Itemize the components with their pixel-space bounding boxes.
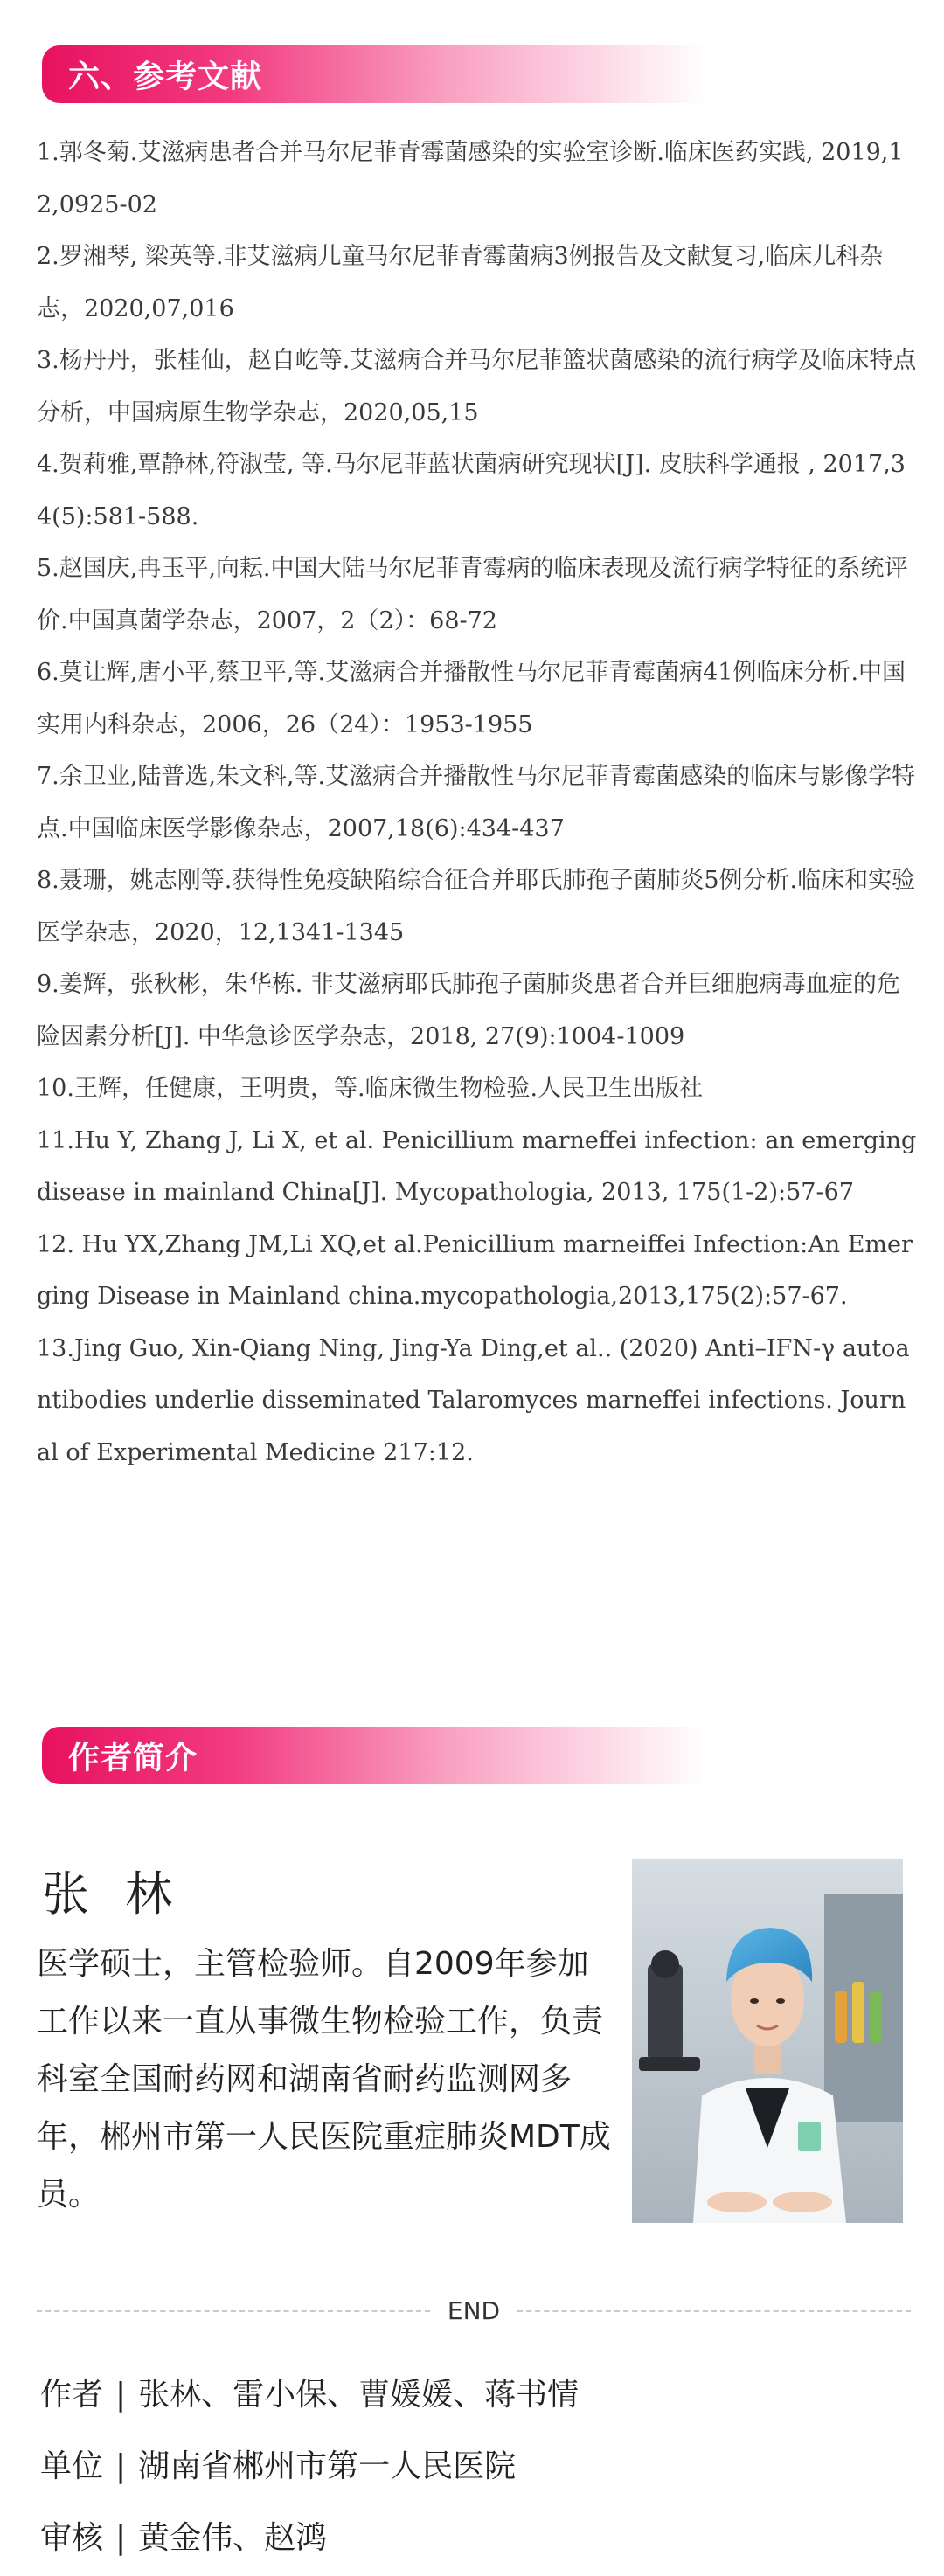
credit-unit-value: 湖南省郴州市第一人民医院 [138, 2448, 517, 2484]
credit-author-value: 张林、雷小保、曹媛媛、蒋书情 [138, 2377, 580, 2413]
end-divider-line-right [517, 2310, 911, 2312]
author-portrait-image [632, 1859, 903, 2223]
reference-item-2: 2.罗湘琴, 梁英等.非艾滋病儿童马尔尼菲青霉菌病3例报告及文献复习,临床儿科杂志，2020,07,016 [37, 243, 884, 322]
reference-item-13: 13.Jing Guo, Xin-Qiang Ning, Jing-Ya Ding,et al.. (2020) Anti–IFN-γ autoantibodies underlie disseminated Talaromyces marneffei infections. Journal of Experimental Medicine 217:12. [37, 1334, 910, 1466]
credit-separator: | [115, 2448, 127, 2484]
reference-list [37, 127, 920, 1478]
reference-item-5: 5.赵国庆,冉玉平,向耘.中国大陆马尔尼菲青霉病的临床表现及流行病学特征的系统评价.中国真菌学杂志，2007，2（2）：68-72 [37, 555, 908, 634]
reference-item-6: 6.莫让辉,唐小平,蔡卫平,等.艾滋病合并播散性马尔尼菲青霉菌病41例临床分析.中国实用内科杂志，2006，26（24）：1953-1955 [37, 659, 906, 738]
author-bio: 医学硕士，主管检验师。自2009年参加工作以来一直从事微生物检验工作，负责科室全国耐药网和湖南省耐药监测网多年，郴州市第一人民医院重症肺炎MDT成员。 [37, 1946, 611, 2212]
author-section-title: 作者简介 [68, 1739, 198, 1776]
author-section-banner [42, 1727, 706, 1784]
reference-item-9: 9.姜辉，张秋彬，朱华栋. 非艾滋病耶氏肺孢子菌肺炎患者合并巨细胞病毒血症的危险因素分析[J]. 中华急诊医学杂志，2018, 27(9):1004-1009 [37, 971, 900, 1050]
reference-item-4: 4.贺莉雅,覃静林,符淑莹, 等.马尔尼菲蓝状菌病研究现状[J]. 皮肤科学通报 , 2017,34(5):581-588. [37, 451, 906, 530]
credit-author-label: 作者 [40, 2377, 104, 2413]
end-divider-line-left [37, 2310, 430, 2312]
author-name: 张 林 [42, 1866, 184, 1922]
credit-unit-label: 单位 [40, 2448, 104, 2484]
reference-item-1: 1.郭冬菊.艾滋病患者合并马尔尼菲青霉菌感染的实验室诊断.临床医药实践, 2019,12,0925-02 [37, 139, 904, 218]
reference-item-3: 3.杨丹丹，张桂仙，赵自屹等.艾滋病合并马尔尼菲篮状菌感染的流行病学及临床特点分析，中国病原生物学杂志，2020,05,15 [37, 347, 917, 426]
credit-review-label: 审核 [40, 2520, 104, 2556]
end-label: END [447, 2296, 501, 2325]
references-section-banner [42, 45, 706, 103]
credit-unit-row [40, 2441, 516, 2486]
end-divider [37, 2294, 911, 2329]
credit-separator: | [115, 2520, 127, 2556]
author-photo [632, 1859, 903, 2223]
credit-review-row [40, 2513, 327, 2558]
reference-item-10: 10.王辉，任健康，王明贵，等.临床微生物检验.人民卫生出版社 [37, 1075, 704, 1102]
reference-item-12: 12. Hu YX,Zhang JM,Li XQ,et al.Penicillium marneiffei Infection:An Emerging Disease in Mainland china.mycopathologia,2013,175(2):57-67. [37, 1230, 913, 1310]
credit-review-value: 黄金伟、赵鸿 [138, 2520, 328, 2556]
credit-author-row [40, 2370, 579, 2414]
reference-item-7: 7.余卫业,陆普选,朱文科,等.艾滋病合并播散性马尔尼菲青霉菌感染的临床与影像学特点.中国临床医学影像杂志，2007,18(6):434-437 [37, 763, 916, 842]
reference-item-11: 11.Hu Y, Zhang J, Li X, et al. Penicillium marneffei infection: an emerging disease in mainland China[J]. Mycopathologia, 2013, 175(1-2):57-67 [37, 1126, 917, 1206]
reference-item-8: 8.聂珊，姚志刚等.获得性免疫缺陷综合征合并耶氏肺孢子菌肺炎5例分析.临床和实验医学杂志，2020，12,1341-1345 [37, 867, 916, 946]
credit-separator: | [115, 2377, 127, 2413]
references-section-title: 六、参考文献 [68, 58, 263, 95]
